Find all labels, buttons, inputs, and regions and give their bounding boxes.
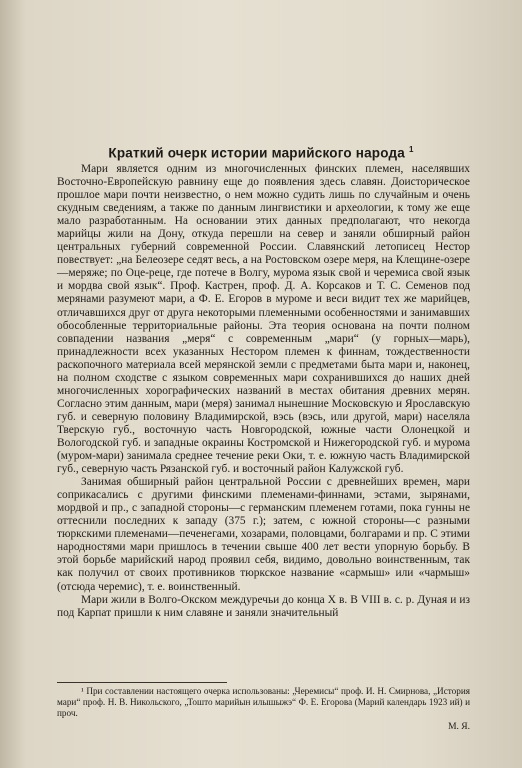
footnote [57, 686, 470, 720]
page-title [0, 145, 522, 161]
title-text: Краткий очерк истории марийского народа [108, 145, 405, 161]
signature: М. Я. [448, 722, 470, 732]
footnote-divider [57, 682, 227, 683]
paragraph-2: Занимая обширный район центральной России с древнейших времен, мари соприкасались с другими финскими племенами-финнами, эстами, зырянами, мордвой и пр., с западной стороны—с германским племенем готами, пока гунны не оттеснили последних к западу (375 г.); затем, с южной стороны—с разными тюркскими племенами—печенегами, хозарами, половцами, болгарами и пр. С этими народностями мари пришлось в течении свыше 400 лет вести упорную борьбу. В этой борьбе марийский народ проявил себя, видимо, довольно воинственным, так как получил от своих противников тюркское название «сармыш» или «чармыш» (отсюда черемис), т. е. воинственный. [57, 476, 470, 593]
body-text [57, 163, 470, 620]
paragraph-3: Мари жили в Волго-Окском междуречьи до конца X в. В VIII в. с. р. Дуная и из под Карпат пришли к ним славяне и заняли значительный [57, 593, 470, 619]
title-footnote-mark: 1 [408, 145, 414, 154]
paragraph-1: Мари является одним из многочисленных финских племен, населявших Восточно-Европейскую равнину еще до появления здесь славян. Доисторическое прошлое мари почти неизвестно, о нем можно судить лишь по случайным и очень скудным сведениям, а также по данным лингвистики и археологии, к тому же еще мало разработанным. На основании этих данных предполагают, что некогда марийцы жили на Дону, откуда перешли на север и заняли обширный район центральных губерний современной России. Славянский летописец Нестор повествует: „на Белеозере седят весь, а на Ростовском озере меря, на Клещине-озере—меряже; по Оце-реце, где потече в Волгу, мурома язык свой и черемиса свой язык и мордва свой язык“. Проф. Кастрен, проф. Д. А. Корсаков и Т. С. Семенов под мерянами разумеют мари, а Ф. Е. Егоров в муроме и веси видит тех же марийцев, отличавшихся друг от друга некоторыми племенными особенностями и занимавших обособленные территориальные районы. Эта теория основана на почти полном совпадении названия „меря“ с современным „мари“ (у горных—марь), принадлежности всех указанных Нестором племен к финнам, тождественности раскопочного материала всей мерянской земли с предметами быта мари и, наконец, на полном сходстве с языком современных мари сохранившихся до наших дней многочисленных хорографических названий в местах обитания древних мерян. Согласно этим данным, мари (меря) занимал нынешние Московскую и Ярославскую губ. и северную половину Владимирской, вэсь (вэсь, или другой, мари) населяла Тверскую губ., восточную часть Новгородской, южные части Олонецкой и Вологодской губ. и западные окраины Костромской и Нижегородской губ. и мурома (муром-мари) занимала среднее течение реки Оки, т. е. южную часть Владимирской губ., северную часть Рязанской губ. и восточный район Калужской губ. [57, 163, 470, 476]
footnote-text: ¹ При составлении настоящего очерка использованы: „Черемисы“ проф. И. Н. Смирнова, „История мари“ проф. Н. В. Никольского, „Тошто марийын илышыжэ“ Ф. Е. Егорова (Марий календарь 1923 ий) и проч. [57, 686, 470, 719]
